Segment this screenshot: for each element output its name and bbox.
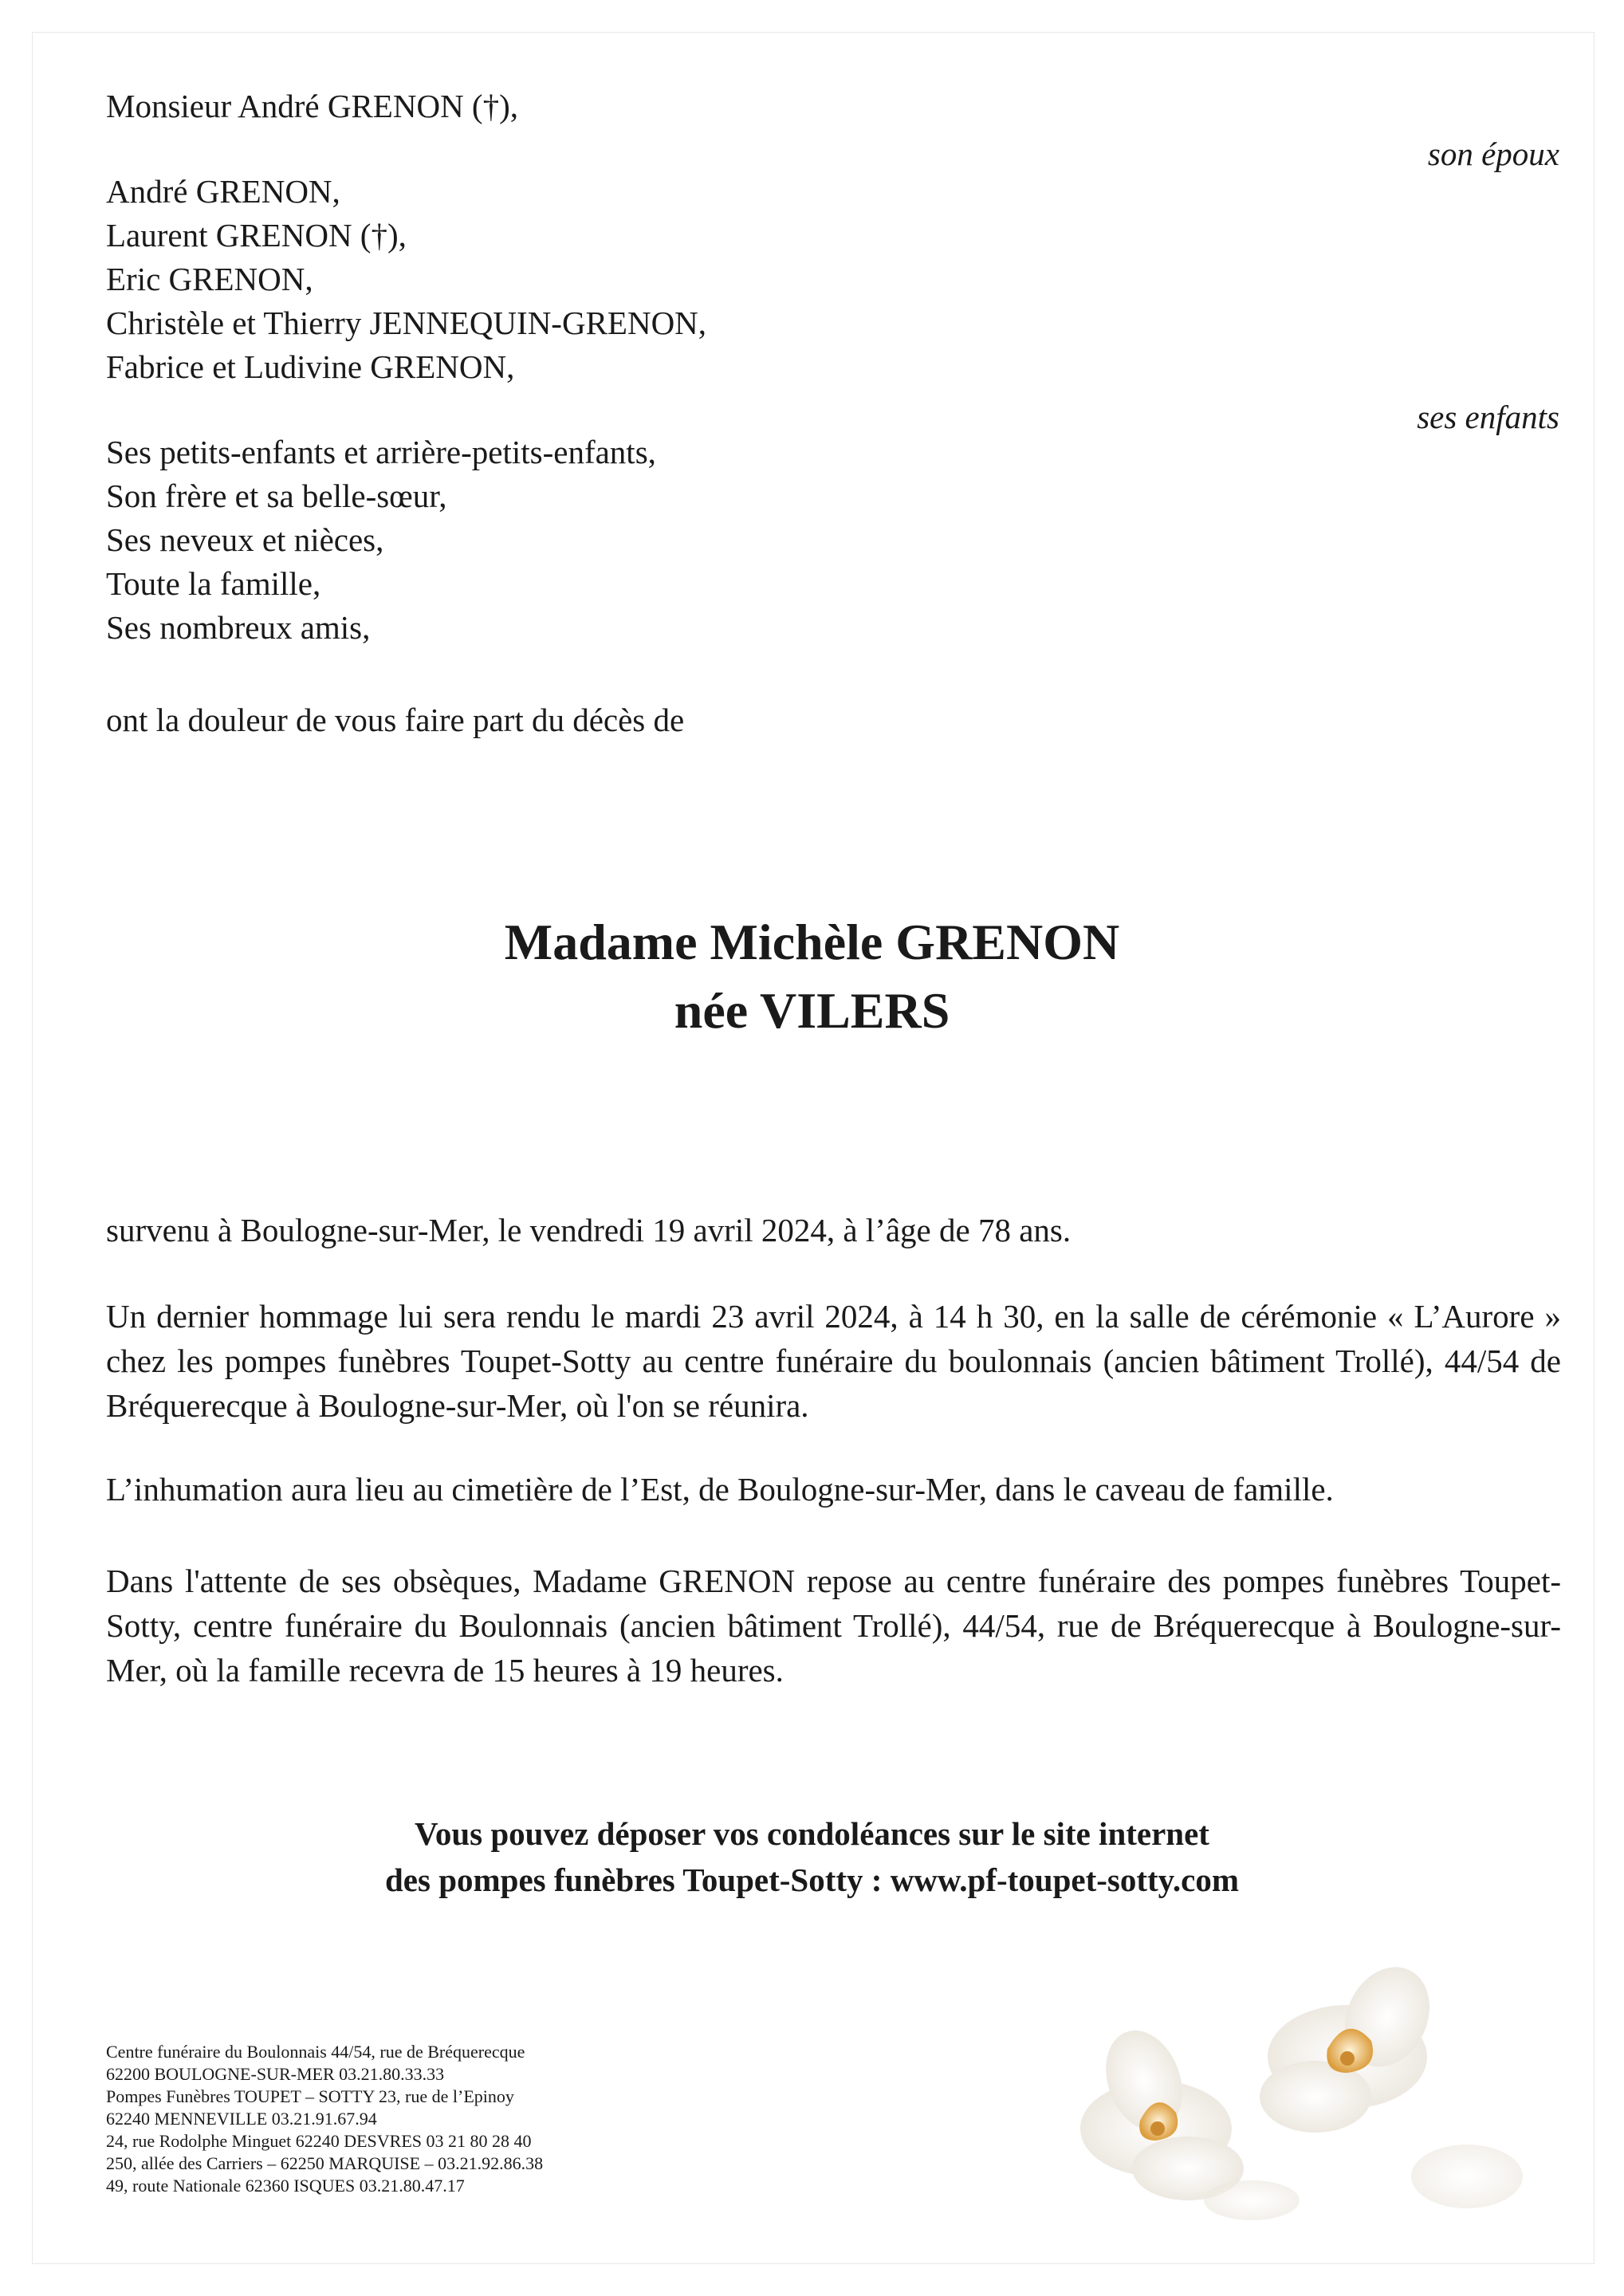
death-notice: survenu à Boulogne-sur-Mer, le vendredi 19 avril 2024, à l’âge de 78 ans. bbox=[106, 1212, 1072, 1248]
relative-line: Ses neveux et nièces, bbox=[106, 521, 384, 558]
burial-paragraph: L’inhumation aura lieu au cimetière de l’Est, de Boulogne-sur-Mer, dans le caveau de famille. bbox=[106, 1471, 1334, 1508]
condolences-line: des pompes funèbres Toupet-Sotty : www.pf-toupet-sotty.com bbox=[385, 1862, 1239, 1898]
deceased-name: Madame Michèle GRENON bbox=[504, 914, 1120, 970]
relative-line: Toute la famille, bbox=[106, 565, 321, 602]
child-name: André GRENON, bbox=[106, 173, 340, 210]
address-line: 250, allée des Carriers – 62250 MARQUISE – 03.21.92.86.38 bbox=[106, 2153, 544, 2173]
address-line: 62240 MENNEVILLE 03.21.91.67.94 bbox=[106, 2109, 377, 2129]
address-line: Pompes Funèbres TOUPET – SOTTY 23, rue de l’Epinoy bbox=[106, 2086, 514, 2106]
relative-line: Ses nombreux amis, bbox=[106, 609, 371, 646]
child-name: Eric GRENON, bbox=[106, 261, 313, 297]
tribute-paragraph: Un dernier hommage lui sera rendu le mardi 23 avril 2024, à 14 h 30, en la salle de cérémonie « L’Aurore » chez les pompes funèbres Toupet-Sotty au centre funéraire du boulonnais (ancien bâtiment Trollé), 44/54 de Bréquerecque à Boulogne-sur-Mer, où l'on se réunira. bbox=[106, 1298, 1561, 1424]
deceased-birth-name: née VILERS bbox=[674, 982, 950, 1039]
child-name: Fabrice et Ludivine GRENON, bbox=[106, 348, 515, 385]
orchid-flowers-icon bbox=[1052, 1961, 1531, 2224]
relative-line: Son frère et sa belle-sœur, bbox=[106, 478, 447, 514]
children-relation: ses enfants bbox=[1417, 399, 1559, 435]
relative-line: Ses petits-enfants et arrière-petits-enfants, bbox=[106, 434, 656, 470]
child-name: Laurent GRENON (†), bbox=[106, 217, 407, 254]
address-line: Centre funéraire du Boulonnais 44/54, rue de Bréquerecque bbox=[106, 2042, 525, 2062]
address-line: 24, rue Rodolphe Minguet 62240 DESVRES 03 21 80 28 40 bbox=[106, 2131, 532, 2151]
visitation-paragraph: Dans l'attente de ses obsèques, Madame GRENON repose au centre funéraire des pompes funèbres Toupet-Sotty, centre funéraire du Boulonnais (ancien bâtiment Trollé), 44/54, rue de Bréquerecque à Boulogne-sur-Mer, où la famille recevra de 15 heures à 19 heures. bbox=[106, 1563, 1561, 1689]
condolences-line: Vous pouvez déposer vos condoléances sur le site internet bbox=[415, 1815, 1209, 1852]
husband-relation: son époux bbox=[1427, 136, 1559, 172]
child-name: Christèle et Thierry JENNEQUIN-GRENON, bbox=[106, 305, 707, 341]
funeral-home-addresses bbox=[106, 2041, 543, 2197]
address-line: 49, route Nationale 62360 ISQUES 03.21.80.47.17 bbox=[106, 2176, 465, 2196]
husband-name: Monsieur André GRENON (†), bbox=[106, 88, 518, 124]
announcement-text: ont la douleur de vous faire part du décès de bbox=[106, 702, 685, 738]
address-line: 62200 BOULOGNE-SUR-MER 03.21.80.33.33 bbox=[106, 2064, 445, 2084]
